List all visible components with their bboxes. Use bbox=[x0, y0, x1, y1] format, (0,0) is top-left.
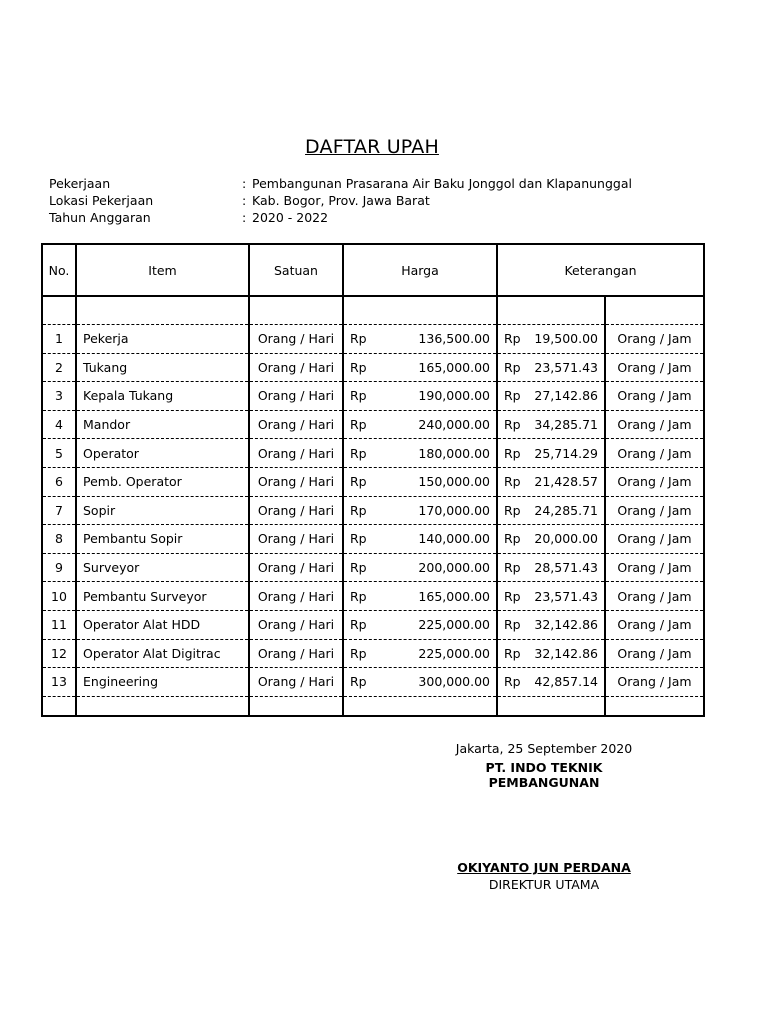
info-label: Tahun Anggaran bbox=[49, 210, 151, 225]
cell-satuan: Orang / Hari bbox=[249, 496, 343, 525]
cell-item: Surveyor bbox=[76, 553, 249, 582]
table-row bbox=[42, 439, 704, 468]
cell-satuan: Orang / Hari bbox=[249, 553, 343, 582]
currency-label: Rp bbox=[504, 645, 521, 661]
cell-harga bbox=[343, 553, 497, 582]
cell-keterangan-value bbox=[497, 582, 605, 611]
cell-satuan: Orang / Hari bbox=[249, 382, 343, 411]
cell-satuan: Orang / Hari bbox=[249, 639, 343, 668]
spacer-row bbox=[42, 696, 704, 716]
currency-label: Rp bbox=[504, 560, 521, 576]
harga-value: 170,000.00 bbox=[418, 502, 490, 518]
keterangan-value: 32,142.86 bbox=[534, 617, 598, 633]
cell-harga bbox=[343, 525, 497, 554]
cell-no: 9 bbox=[42, 553, 76, 582]
cell-item: Kepala Tukang bbox=[76, 382, 249, 411]
currency-label: Rp bbox=[350, 474, 367, 490]
cell-no: 13 bbox=[42, 668, 76, 697]
cell-keterangan-value bbox=[497, 439, 605, 468]
cell-harga bbox=[343, 439, 497, 468]
cell-item: Sopir bbox=[76, 496, 249, 525]
cell-keterangan-value bbox=[497, 639, 605, 668]
info-value: Pembangunan Prasarana Air Baku Jonggol dan Klapanunggal bbox=[252, 176, 632, 191]
cell-keterangan-unit: Orang / Jam bbox=[605, 668, 704, 697]
cell-keterangan-value bbox=[497, 525, 605, 554]
signature-position: DIREKTUR UTAMA bbox=[488, 877, 600, 892]
cell-item: Operator bbox=[76, 439, 249, 468]
cell-keterangan-unit: Orang / Jam bbox=[605, 553, 704, 582]
cell-keterangan-unit: Orang / Jam bbox=[605, 639, 704, 668]
currency-label: Rp bbox=[504, 359, 521, 375]
cell-keterangan-unit: Orang / Jam bbox=[605, 467, 704, 496]
harga-value: 165,000.00 bbox=[418, 359, 490, 375]
currency-label: Rp bbox=[504, 674, 521, 690]
info-value: Kab. Bogor, Prov. Jawa Barat bbox=[252, 193, 430, 208]
keterangan-value: 32,142.86 bbox=[534, 645, 598, 661]
cell-satuan: Orang / Hari bbox=[249, 439, 343, 468]
cell-keterangan-unit: Orang / Jam bbox=[605, 382, 704, 411]
cell-harga bbox=[343, 467, 497, 496]
currency-label: Rp bbox=[350, 359, 367, 375]
cell-keterangan-unit: Orang / Jam bbox=[605, 582, 704, 611]
table-row bbox=[42, 582, 704, 611]
cell-no: 10 bbox=[42, 582, 76, 611]
cell-no: 7 bbox=[42, 496, 76, 525]
harga-value: 300,000.00 bbox=[418, 674, 490, 690]
cell-keterangan-unit: Orang / Jam bbox=[605, 353, 704, 382]
cell-harga bbox=[343, 582, 497, 611]
cell-satuan: Orang / Hari bbox=[249, 467, 343, 496]
cell-harga bbox=[343, 325, 497, 354]
cell-item: Operator Alat Digitrac bbox=[76, 639, 249, 668]
table-row bbox=[42, 325, 704, 354]
cell-item: Pembantu Sopir bbox=[76, 525, 249, 554]
document-title: DAFTAR UPAH bbox=[305, 136, 439, 158]
currency-label: Rp bbox=[504, 617, 521, 633]
cell-no: 8 bbox=[42, 525, 76, 554]
cell-no: 1 bbox=[42, 325, 76, 354]
table-row bbox=[42, 496, 704, 525]
cell-keterangan-value bbox=[497, 325, 605, 354]
currency-label: Rp bbox=[504, 445, 521, 461]
info-colon: : bbox=[242, 176, 247, 191]
cell-item: Mandor bbox=[76, 410, 249, 439]
cell-harga bbox=[343, 639, 497, 668]
header-satuan: Satuan bbox=[249, 244, 343, 296]
harga-value: 240,000.00 bbox=[418, 417, 490, 433]
header-item: Item bbox=[76, 244, 249, 296]
info-colon: : bbox=[242, 210, 247, 225]
cell-keterangan-value bbox=[497, 467, 605, 496]
currency-label: Rp bbox=[350, 417, 367, 433]
cell-no: 3 bbox=[42, 382, 76, 411]
keterangan-value: 23,571.43 bbox=[534, 588, 598, 604]
cell-keterangan-unit: Orang / Jam bbox=[605, 610, 704, 639]
cell-keterangan-value bbox=[497, 610, 605, 639]
cell-keterangan-value bbox=[497, 496, 605, 525]
cell-harga bbox=[343, 610, 497, 639]
cell-keterangan-unit: Orang / Jam bbox=[605, 325, 704, 354]
keterangan-value: 19,500.00 bbox=[534, 331, 598, 347]
cell-item: Pekerja bbox=[76, 325, 249, 354]
cell-no: 11 bbox=[42, 610, 76, 639]
cell-harga bbox=[343, 496, 497, 525]
cell-satuan: Orang / Hari bbox=[249, 353, 343, 382]
signature-place-date: Jakarta, 25 September 2020 bbox=[455, 741, 633, 756]
currency-label: Rp bbox=[504, 417, 521, 433]
table-row bbox=[42, 525, 704, 554]
harga-value: 225,000.00 bbox=[418, 617, 490, 633]
table-row bbox=[42, 668, 704, 697]
table-header-row bbox=[42, 244, 704, 296]
cell-item: Operator Alat HDD bbox=[76, 610, 249, 639]
cell-no: 6 bbox=[42, 467, 76, 496]
cell-keterangan-unit: Orang / Jam bbox=[605, 525, 704, 554]
cell-harga bbox=[343, 382, 497, 411]
currency-label: Rp bbox=[504, 474, 521, 490]
currency-label: Rp bbox=[504, 531, 521, 547]
table-row bbox=[42, 353, 704, 382]
cell-keterangan-unit: Orang / Jam bbox=[605, 439, 704, 468]
keterangan-value: 24,285.71 bbox=[534, 502, 598, 518]
table-row bbox=[42, 467, 704, 496]
keterangan-value: 20,000.00 bbox=[534, 531, 598, 547]
keterangan-value: 21,428.57 bbox=[534, 474, 598, 490]
info-label: Pekerjaan bbox=[49, 176, 111, 191]
table-row bbox=[42, 553, 704, 582]
info-colon: : bbox=[242, 193, 247, 208]
keterangan-value: 25,714.29 bbox=[534, 445, 598, 461]
currency-label: Rp bbox=[350, 502, 367, 518]
cell-satuan: Orang / Hari bbox=[249, 325, 343, 354]
cell-keterangan-value bbox=[497, 410, 605, 439]
cell-item: Pembantu Surveyor bbox=[76, 582, 249, 611]
cell-satuan: Orang / Hari bbox=[249, 525, 343, 554]
cell-keterangan-unit: Orang / Jam bbox=[605, 496, 704, 525]
harga-value: 136,500.00 bbox=[418, 331, 490, 347]
table-row bbox=[42, 410, 704, 439]
currency-label: Rp bbox=[350, 560, 367, 576]
cell-satuan: Orang / Hari bbox=[249, 410, 343, 439]
harga-value: 165,000.00 bbox=[418, 588, 490, 604]
header-no: No. bbox=[42, 244, 76, 296]
cell-no: 4 bbox=[42, 410, 76, 439]
keterangan-value: 27,142.86 bbox=[534, 388, 598, 404]
cell-keterangan-value bbox=[497, 382, 605, 411]
harga-value: 190,000.00 bbox=[418, 388, 490, 404]
header-keterangan: Keterangan bbox=[497, 244, 704, 296]
currency-label: Rp bbox=[350, 674, 367, 690]
currency-label: Rp bbox=[504, 388, 521, 404]
cell-keterangan-value bbox=[497, 668, 605, 697]
cell-satuan: Orang / Hari bbox=[249, 582, 343, 611]
keterangan-value: 23,571.43 bbox=[534, 359, 598, 375]
harga-value: 200,000.00 bbox=[418, 560, 490, 576]
cell-item: Tukang bbox=[76, 353, 249, 382]
currency-label: Rp bbox=[350, 445, 367, 461]
currency-label: Rp bbox=[504, 331, 521, 347]
keterangan-value: 28,571.43 bbox=[534, 560, 598, 576]
cell-keterangan-value bbox=[497, 553, 605, 582]
cell-harga bbox=[343, 668, 497, 697]
harga-value: 140,000.00 bbox=[418, 531, 490, 547]
currency-label: Rp bbox=[350, 617, 367, 633]
spacer-row bbox=[42, 296, 704, 325]
harga-value: 225,000.00 bbox=[418, 645, 490, 661]
currency-label: Rp bbox=[350, 588, 367, 604]
keterangan-value: 34,285.71 bbox=[534, 417, 598, 433]
harga-value: 150,000.00 bbox=[418, 474, 490, 490]
header-harga: Harga bbox=[343, 244, 497, 296]
cell-no: 5 bbox=[42, 439, 76, 468]
cell-item: Pemb. Operator bbox=[76, 467, 249, 496]
currency-label: Rp bbox=[350, 531, 367, 547]
table-row bbox=[42, 382, 704, 411]
cell-harga bbox=[343, 410, 497, 439]
currency-label: Rp bbox=[504, 502, 521, 518]
cell-no: 2 bbox=[42, 353, 76, 382]
currency-label: Rp bbox=[504, 588, 521, 604]
signature-company: PT. INDO TEKNIK PEMBANGUNAN bbox=[485, 760, 603, 790]
signature-name: OKIYANTO JUN PERDANA bbox=[457, 860, 631, 875]
cell-satuan: Orang / Hari bbox=[249, 668, 343, 697]
cell-harga bbox=[343, 353, 497, 382]
cell-no: 12 bbox=[42, 639, 76, 668]
table-row bbox=[42, 639, 704, 668]
harga-value: 180,000.00 bbox=[418, 445, 490, 461]
info-value: 2020 - 2022 bbox=[252, 210, 329, 225]
cell-keterangan-value bbox=[497, 353, 605, 382]
cell-item: Engineering bbox=[76, 668, 249, 697]
currency-label: Rp bbox=[350, 331, 367, 347]
keterangan-value: 42,857.14 bbox=[534, 674, 598, 690]
cell-keterangan-unit: Orang / Jam bbox=[605, 410, 704, 439]
currency-label: Rp bbox=[350, 388, 367, 404]
info-label: Lokasi Pekerjaan bbox=[49, 193, 154, 208]
currency-label: Rp bbox=[350, 645, 367, 661]
cell-satuan: Orang / Hari bbox=[249, 610, 343, 639]
table-row bbox=[42, 610, 704, 639]
wage-table bbox=[41, 243, 705, 717]
